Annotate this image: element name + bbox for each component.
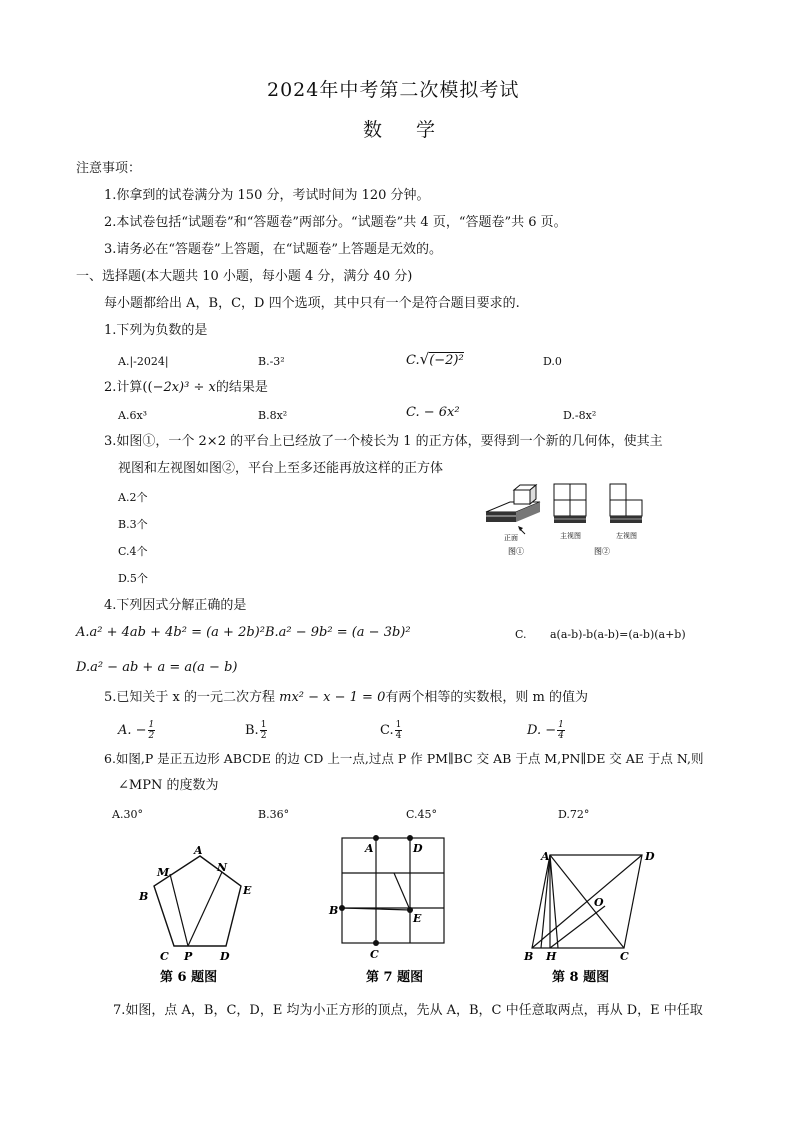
q6-option-c: C.45° xyxy=(406,808,438,821)
q5-option-c-den: 4 xyxy=(395,731,402,741)
q1-option-a: A.|-2024| xyxy=(118,355,169,368)
q1-option-c-expr: (−2)² xyxy=(429,353,464,368)
point-c xyxy=(373,940,379,946)
label-b: B xyxy=(524,950,534,963)
q5-option-d-fraction xyxy=(557,720,565,741)
question-5-stem xyxy=(104,690,588,706)
subject-title: 数 学 xyxy=(363,119,450,141)
figure-8-caption: 第 8 题图 xyxy=(552,970,610,985)
q3-option-d: D.5个 xyxy=(118,572,148,585)
label-o: O xyxy=(594,896,604,909)
label-b: B xyxy=(139,890,149,903)
q5-option-c-label: C. xyxy=(380,723,394,738)
label-n: N xyxy=(217,861,228,874)
question-1-stem: 1.下列为负数的是 xyxy=(104,323,208,338)
fig-front-label: 正面 xyxy=(504,534,518,542)
q4-option-c: a(a-b)-b(a-b)=(a-b)(a+b) xyxy=(550,628,686,641)
fig1-label: 图① xyxy=(508,547,524,556)
question-4-stem: 4.下列因式分解正确的是 xyxy=(104,598,247,613)
label-p: P xyxy=(184,950,193,963)
point-b xyxy=(339,905,345,911)
point-d xyxy=(407,835,413,841)
figure-7-caption: 第 7 题图 xyxy=(366,970,424,985)
q6-option-d: D.72° xyxy=(558,808,590,821)
q3-figure xyxy=(480,470,660,562)
q1-option-c xyxy=(406,351,464,369)
section-instruction: 每小题都给出 A，B，C，D 四个选项，其中只有一个是符合题目要求的. xyxy=(104,296,520,311)
label-a: A xyxy=(541,850,550,863)
q1-option-c-label: C. xyxy=(406,353,420,368)
line-pn xyxy=(188,872,222,946)
label-d: D xyxy=(413,842,423,855)
line-pm xyxy=(170,874,188,946)
figure-6 xyxy=(130,836,270,986)
grid-lines xyxy=(342,838,444,943)
label-d: D xyxy=(645,850,655,863)
q2-stem-expr: −2x)³ ÷ x xyxy=(152,380,216,395)
question-6-stem-line1: 6.如图,P 是正五边形 ABCDE 的边 CD 上一点,过点 P 作 PM∥BC 交 AB 于点 M,PN∥DE 交 AE 于点 N,则 xyxy=(104,751,704,766)
note-item: 1.你拿到的试卷满分为 150 分，考试时间为 120 分钟。 xyxy=(104,188,430,203)
q4-option-d: D.a² − ab + a = a(a − b) xyxy=(76,660,238,675)
section-heading: 一、选择题(本大题共 10 小题，每小题 4 分，满分 40 分) xyxy=(76,269,413,284)
parallelogram-shape xyxy=(532,855,642,948)
sqrt-icon: √ xyxy=(419,350,430,368)
q3-option-b: B.3个 xyxy=(118,518,148,531)
label-e: E xyxy=(413,912,422,925)
platform-with-cube-figure xyxy=(486,485,540,534)
q5-option-a-fraction xyxy=(148,720,156,741)
label-m: M xyxy=(157,866,170,879)
q5-option-a-den: 2 xyxy=(148,731,155,741)
q4-option-ab: A.a² + 4ab + 4b² = (a + 2b)²B.a² − 9b² = (a − 3b)² xyxy=(76,625,411,640)
q4-option-c-label: C. xyxy=(515,628,527,641)
q5-stem-suffix: 有两个相等的实数根，则 m 的值为 xyxy=(385,690,588,705)
q5-option-c xyxy=(380,720,403,741)
q5-option-a-num: 1 xyxy=(148,720,155,730)
q5-stem-prefix: 5.已知关于 x 的一元二次方程 xyxy=(104,690,280,705)
question-2-stem xyxy=(104,380,268,396)
q5-option-b-label: B. xyxy=(245,723,259,738)
label-d: D xyxy=(220,950,230,963)
note-item: 3.请务必在“答题卷”上答题，在“试题卷”上答题是无效的。 xyxy=(104,242,442,257)
main-view-figure xyxy=(554,484,586,523)
figure-8 xyxy=(520,840,670,986)
q5-option-a xyxy=(118,720,156,741)
question-3-stem-line1: 3.如图①，一个 2×2 的平台上已经放了一个棱长为 1 的正方体，要得到一个新的几何体，使其主 xyxy=(104,434,663,449)
q1-option-d: D.0 xyxy=(543,355,562,368)
label-c: C xyxy=(370,948,379,961)
figure-6-caption: 第 6 题图 xyxy=(160,970,218,985)
q5-stem-expr: mx² − x − 1 = 0 xyxy=(279,690,386,705)
label-b: B xyxy=(329,904,339,917)
q5-option-b-num: 1 xyxy=(260,720,267,730)
q5-option-b-den: 2 xyxy=(260,731,267,741)
label-c: C xyxy=(620,950,629,963)
q5-option-a-label: A. − xyxy=(118,723,147,738)
q5-option-b xyxy=(245,720,268,741)
question-7-stem: 7.如图，点 A，B，C，D，E 均为小正方形的顶点，先从 A，B，C 中任意取两点，再从 D，E 中任取 xyxy=(113,1003,703,1018)
q2-option-a: A.6x³ xyxy=(118,409,148,422)
q5-option-d-label: D. − xyxy=(527,723,557,738)
q1-option-b: B.-3² xyxy=(258,355,285,368)
exam-title: 2024年中考第二次模拟考试 xyxy=(267,79,520,101)
label-a: A xyxy=(365,842,374,855)
q5-option-c-fraction xyxy=(395,720,403,741)
q2-option-c: C. − 6x² xyxy=(406,405,460,420)
figure-7 xyxy=(320,830,460,986)
left-view-figure xyxy=(610,484,642,523)
label-a: A xyxy=(194,844,203,857)
fig-left-label: 左视图 xyxy=(616,532,637,540)
question-3-stem-line2: 视图和左视图如图②，平台上至多还能再放这样的正方体 xyxy=(118,461,444,476)
notes-heading: 注意事项： xyxy=(76,161,142,176)
q5-option-c-num: 1 xyxy=(395,720,402,730)
q2-option-b: B.8x² xyxy=(258,409,288,422)
q3-option-c: C.4个 xyxy=(118,545,148,558)
q2-option-d: D.-8x² xyxy=(563,409,597,422)
label-h: H xyxy=(546,950,557,963)
q5-option-d xyxy=(527,720,566,741)
q2-stem-suffix: 的结果是 xyxy=(215,380,268,395)
q2-stem-prefix: 2.计算(( xyxy=(104,380,153,395)
label-c: C xyxy=(160,950,169,963)
point-a xyxy=(373,835,379,841)
q6-option-a: A.30° xyxy=(112,808,143,821)
q5-option-d-den: 4 xyxy=(558,731,564,741)
q6-option-b: B.36° xyxy=(258,808,290,821)
q5-option-d-num: 1 xyxy=(558,720,564,730)
q5-option-b-fraction xyxy=(260,720,268,741)
fig2-label: 图② xyxy=(594,547,610,556)
q3-option-a: A.2个 xyxy=(118,491,148,504)
fig-main-label: 主视图 xyxy=(560,532,581,540)
question-6-stem-line2: ∠MPN 的度数为 xyxy=(118,778,219,793)
note-item: 2.本试卷包括“试题卷”和“答题卷”两部分。“试题卷”共 4 页，“答题卷”共 6 页。 xyxy=(104,215,567,230)
label-e: E xyxy=(243,884,252,897)
